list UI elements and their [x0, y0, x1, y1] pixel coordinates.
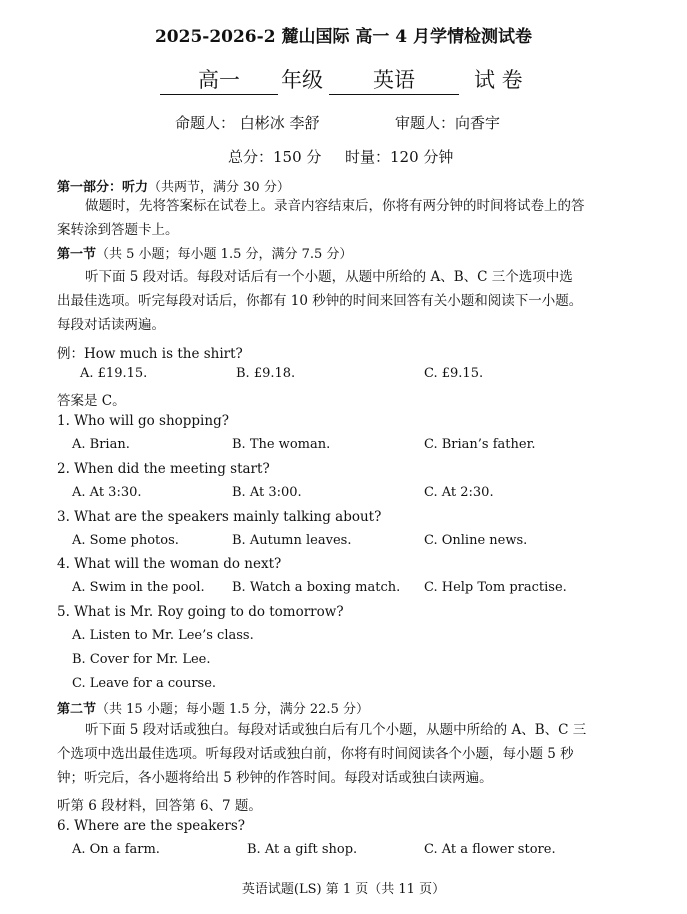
section1-instructions [57, 265, 632, 337]
section2-instr-line1: 听下面 5 段对话或独白。每段对话或独白后有几个小题，从题中所给的 A、B、C 三 [85, 722, 587, 738]
example-question: 例：How much is the shirt? [57, 346, 243, 362]
q3-option-b: B. Autumn leaves. [232, 533, 352, 548]
question-3: 3. What are the speakers mainly talking about? [57, 509, 382, 525]
q5-option-a: A. Listen to Mr. Lee’s class. [72, 628, 254, 643]
part1-heading-row [57, 176, 290, 195]
section2-heading-row [57, 698, 369, 717]
subject-value: 英语 [329, 66, 459, 95]
section1-instr-line1: 听下面 5 段对话。每段对话后有一个小题，从题中所给的 A、B、C 三个选项中选 [85, 269, 573, 285]
example-option-c: C. £9.15. [424, 366, 484, 381]
question-4: 4. What will the woman do next? [57, 556, 282, 572]
section2-heading-note: （共 15 小题；每小题 1.5 分，满分 22.5 分） [96, 702, 369, 717]
question-2: 2. When did the meeting start? [57, 461, 270, 477]
q1-option-c: C. Brian’s father. [424, 437, 536, 452]
question-6: 6. Where are the speakers? [57, 818, 246, 834]
example-option-b: B. £9.18. [236, 366, 296, 381]
setters: 命题人： 白彬冰 李舒 [175, 114, 320, 132]
q4-option-c: C. Help Tom practise. [424, 580, 567, 595]
section2-instructions [57, 718, 632, 790]
time-limit: 时量：120 分钟 [345, 148, 454, 166]
q3-option-a: A. Some photos. [72, 533, 179, 548]
part1-intro [57, 194, 632, 242]
part1-intro-line2: 案转涂到答题卡上。 [57, 222, 179, 238]
part1-heading: 第一部分：听力 [57, 180, 149, 195]
section1-heading-note: （共 5 小题；每小题 1.5 分，满分 7.5 分） [96, 247, 353, 262]
section2-instr-line2: 个选项中选出最佳选项。听每段对话或独白前，你将有时间阅读各个小题，每小题 5 秒 [57, 746, 574, 762]
part1-intro-line1: 做题时，先将答案标在试卷上。录音内容结束后，你将有两分钟的时间将试卷上的答 [85, 198, 585, 214]
q5-option-c: C. Leave for a course. [72, 676, 217, 691]
section2-heading: 第二节 [57, 702, 97, 717]
q1-option-a: A. Brian. [72, 437, 130, 452]
section1-instr-line2: 出最佳选项。听完每段对话后，你都有 10 秒钟的时间来回答有关小题和阅读下一小题。 [57, 293, 583, 309]
section1-instr-line3: 每段对话读两遍。 [57, 317, 165, 333]
section1-heading-row [57, 243, 352, 262]
example-answer: 答案是 C。 [57, 393, 126, 409]
example-option-a: A. £19.15. [80, 366, 148, 381]
q6-option-a: A. On a farm. [72, 842, 160, 857]
page-footer: 英语试题(LS) 第 1 页（共 11 页） [241, 882, 446, 897]
q6-option-c: C. At a flower store. [424, 842, 556, 857]
q4-option-a: A. Swim in the pool. [72, 580, 205, 595]
section2-instr-line3: 钟；听完后，各小题将给出 5 秒钟的作答时间。每段对话或独白读两遍。 [57, 770, 493, 786]
question-1: 1. Who will go shopping? [57, 413, 229, 429]
part1-heading-note: （共两节，满分 30 分） [148, 180, 290, 195]
q4-option-b: B. Watch a boxing match. [232, 580, 401, 595]
question-5: 5. What is Mr. Roy going to do tomorrow? [57, 604, 344, 620]
q2-option-a: A. At 3:30. [72, 485, 142, 500]
q1-option-b: B. The woman. [232, 437, 331, 452]
q5-option-b: B. Cover for Mr. Lee. [72, 652, 211, 667]
material-note: 听第 6 段材料，回答第 6、7 题。 [57, 798, 262, 814]
grade-label: 年级 [281, 68, 323, 92]
paper-label: 试 卷 [474, 68, 523, 92]
total-score: 总分：150 分 [228, 148, 322, 166]
grade-subject-row [0, 66, 687, 100]
q6-option-b: B. At a gift shop. [247, 842, 358, 857]
reviewer: 审题人：向香宇 [395, 114, 501, 132]
exam-title: 2025-2026-2 麓山国际 高一 4 月学情检测试卷 [154, 27, 533, 47]
q2-option-c: C. At 2:30. [424, 485, 494, 500]
section1-heading: 第一节 [57, 247, 97, 262]
q3-option-c: C. Online news. [424, 533, 528, 548]
grade-value: 高一 [160, 66, 278, 95]
q2-option-b: B. At 3:00. [232, 485, 302, 500]
